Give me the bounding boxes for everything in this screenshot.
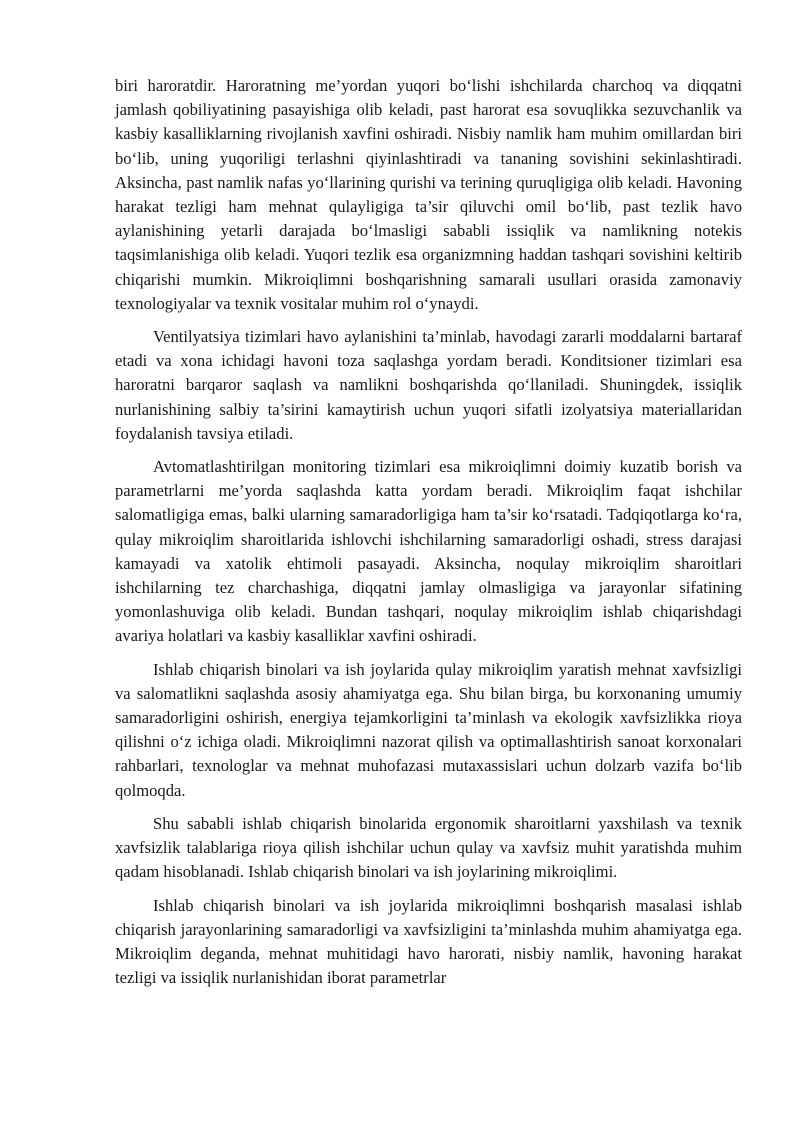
paragraph-6: Ishlab chiqarish binolari va ish joylarida mikroiqlimni boshqarish masalasi ishlab chiqarish jarayonlarining samaradorligi va xavfsizligini ta’minlashda muhim ahamiyatga ega. Mikroiqlim deganda, mehnat muhitidagi havo harorati, nisbiy namlik, havoning harakat tezligi va issiqlik nurlanishidan iborat parametrlar [115, 895, 742, 988]
paragraph-5: Shu sababli ishlab chiqarish binolarida ergonomik sharoitlarni yaxshilash va texnik xavfsizlik talablariga rioya qilish ishchilar uchun qulay va xavfsiz muhit yaratishda muhim qadam hisoblanadi. Ishlab chiqarish binolari va ish joylarining mikroiqlimi. [115, 813, 742, 882]
paragraph-4: Ishlab chiqarish binolari va ish joylarida qulay mikroiqlim yaratish mehnat xavfsizligi va salomatlikni saqlashda asosiy ahamiyatga ega. Shu bilan birga, bu korxonaning umumiy samaradorligini oshirish, energiya tejamkorligini ta’minlash va ekologik xavfsizlikka rioya qilishni o‘z ichiga oladi. Mikroiqlimni nazorat qilish va optimallashtirish sanoat korxonalari rahbarlari, texnologlar va mehnat muhofazasi mutaxassislari uchun dolzarb vazifa bo‘lib qolmoqda. [115, 659, 742, 800]
document-page [115, 74, 742, 999]
paragraph-3: Avtomatlashtirilgan monitoring tizimlari esa mikroiqlimni doimiy kuzatib borish va parametrlarni me’yorda saqlashda katta yordam beradi. Mikroiqlim faqat ishchilar salomatligiga emas, balki ularning samaradorligiga ham ta’sir ko‘rsatadi. Tadqiqotlarga ko‘ra, qulay mikroiqlim sharoitlarida ishlovchi ishchilarning samaradorligi oshadi, stress darajasi kamayadi va xatolik ehtimoli pasayadi. Aksincha, noqulay mikroiqlim sharoitlari ishchilarning tez charchashiga, diqqatni jamlay olmasligiga va jarayonlar sifatining yomonlashuviga olib keladi. Bundan tashqari, noqulay mikroiqlim ishlab chiqarishdagi avariya holatlari va kasbiy kasalliklar xavfini oshiradi. [115, 457, 742, 646]
paragraph-2: Ventilyatsiya tizimlari havo aylanishini ta’minlab, havodagi zararli moddalarni bartaraf etadi va xona ichidagi havoni toza saqlashga yordam beradi. Konditsioner tizimlari esa haroratni barqaror saqlash va namlikni boshqarishda qo‘llaniladi. Shuningdek, issiqlik nurlanishining salbiy ta’sirini kamaytirish uchun yuqori sifatli izolyatsiya materiallaridan foydalanish tavsiya etiladi. [115, 327, 742, 443]
paragraph-1: biri haroratdir. Haroratning me’yordan yuqori bo‘lishi ishchilarda charchoq va diqqatni jamlash qobiliyatining pasayishiga olib keladi, past harorat esa sovuqlikka sezuvchanlik va kasbiy kasalliklarning rivojlanish xavfini oshiradi. Nisbiy namlik ham muhim omillardan biri bo‘lib, uning yuqoriligi terlashni qiyinlashtiradi va tananing sovishini sekinlashtiradi. Aksincha, past namlik nafas yo‘llarining qurishi va terining quruqligiga olib keladi. Havoning harakat tezligi ham mehnat qulayligiga ta’sir qiluvchi omil bo‘lib, past tezlik havo aylanishining yetarli darajada bo‘lmasligi sababli issiqlik va namlikning notekis taqsimlanishiga olib keladi. Yuqori tezlik esa organizmning haddan tashqari sovishini keltirib chiqarishi mumkin. Mikroiqlimni boshqarishning samarali usullari orasida zamonaviy texnologiyalar va texnik vositalar muhim rol o‘ynaydi. [115, 76, 742, 313]
